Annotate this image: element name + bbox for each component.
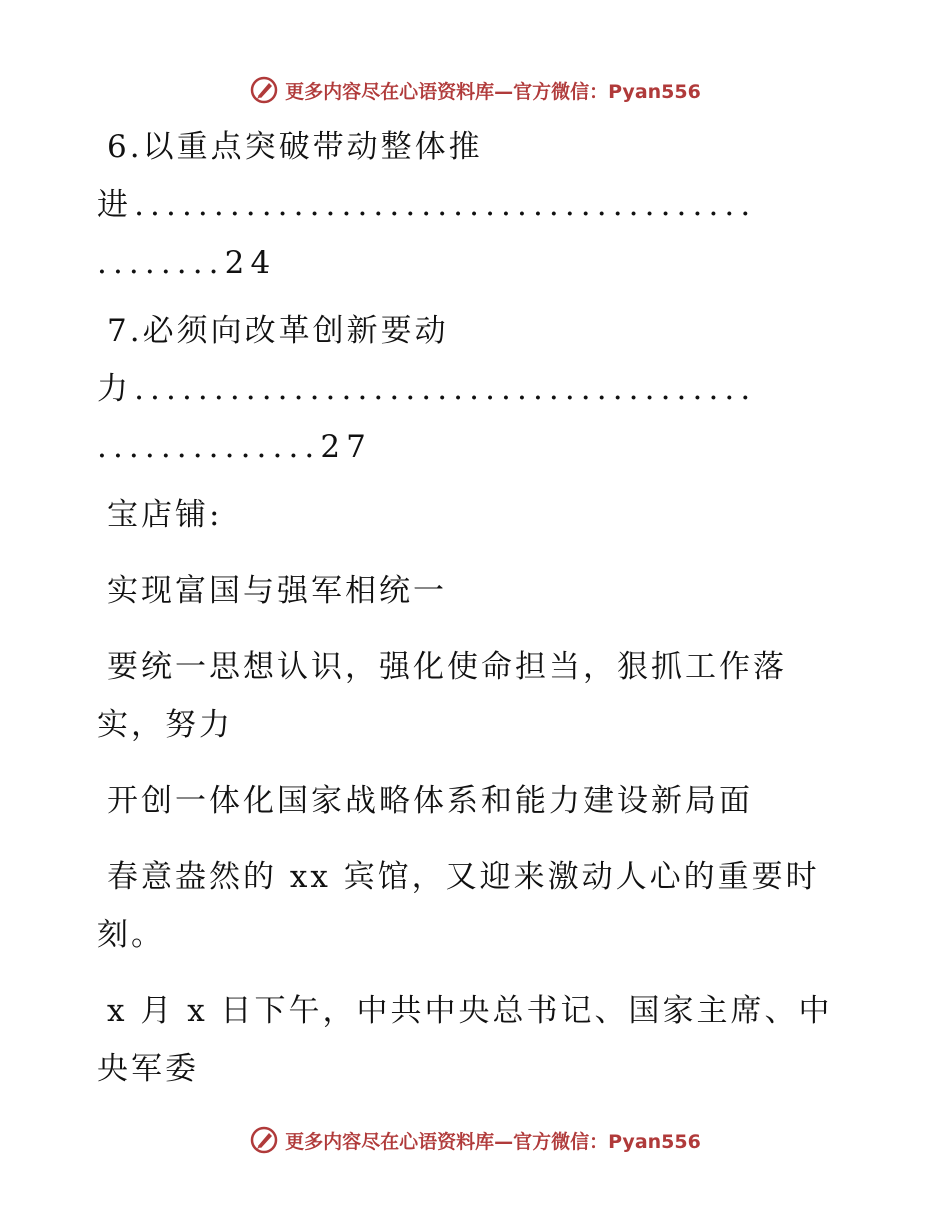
toc-entry-7-leader: 力.......................................: [97, 371, 757, 407]
paragraph-heading: 实现富国与强军相统一: [107, 573, 447, 609]
banner-text: 更多内容尽在心语资料库—官方微信：Pyan556: [285, 80, 701, 103]
paragraph-line: 要统一思想认识，强化使命担当，狠抓工作落: [107, 649, 787, 685]
pen-logo-icon: [249, 75, 279, 105]
toc-entry-7-page: ..............27: [97, 429, 373, 465]
paragraph-line: x 月 x 日下午，中共中央总书记、国家主席、中: [107, 993, 833, 1029]
pen-logo-icon: [249, 1125, 279, 1155]
paragraph-line: 刻。: [97, 917, 165, 953]
header-banner: [0, 70, 950, 110]
toc-entry-6-title: 6.以重点突破带动整体推: [107, 129, 483, 165]
paragraph-store: 宝店铺:: [107, 497, 223, 533]
banner-text: 更多内容尽在心语资料库—官方微信：Pyan556: [285, 1130, 701, 1153]
paragraph-line: 央军委: [97, 1051, 199, 1087]
toc-entry-6-page: ........24: [97, 245, 277, 281]
paragraph-line: 春意盎然的 xx 宾馆，又迎来激动人心的重要时: [107, 859, 820, 895]
toc-entry-6-leader: 进.......................................: [97, 187, 757, 223]
paragraph-line: 实，努力: [97, 707, 233, 743]
document-body: [97, 118, 847, 1098]
paragraph-subheading: 开创一体化国家战略体系和能力建设新局面: [107, 783, 753, 819]
footer-banner: [0, 1120, 950, 1160]
toc-entry-7-title: 7.必须向改革创新要动: [107, 313, 449, 349]
